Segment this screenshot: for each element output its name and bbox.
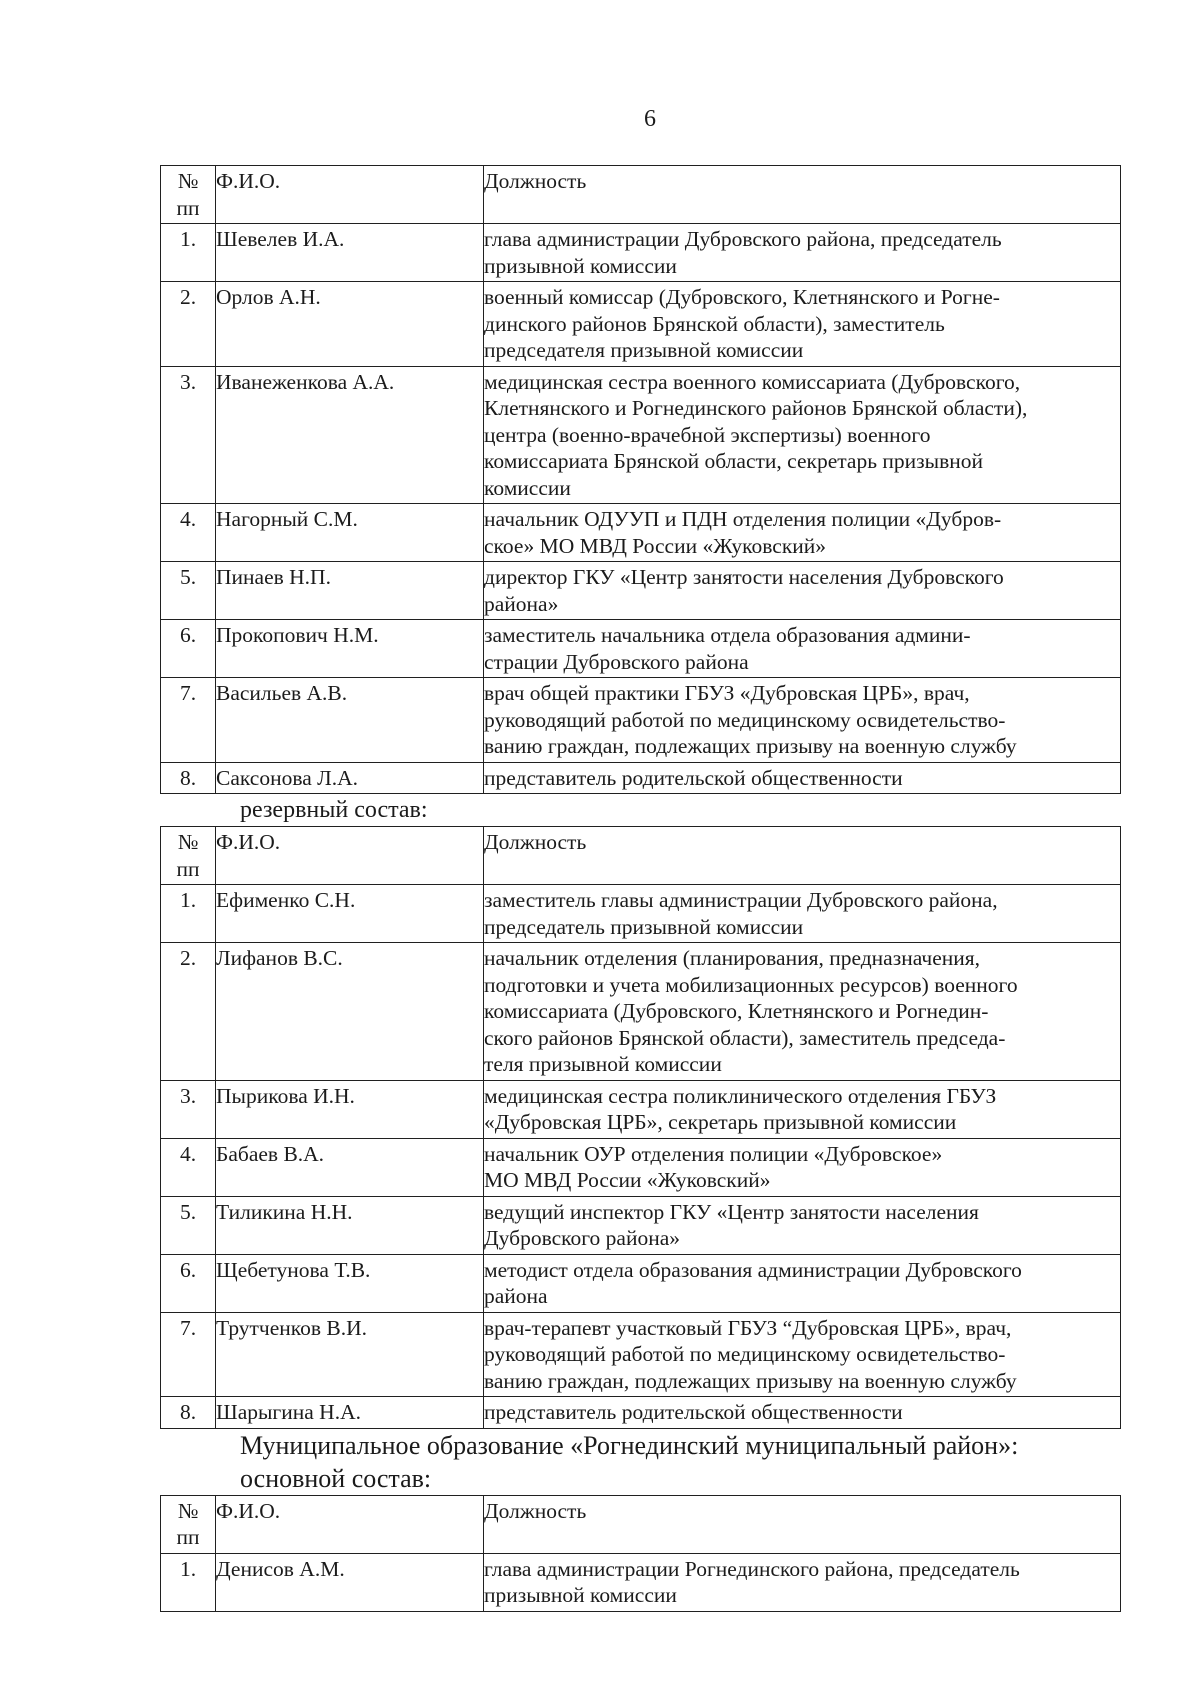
member-position: заместитель начальника отдела образования админи- страции Дубровского района	[484, 620, 1121, 678]
member-position: начальник ОДУУП и ПДН отделения полиции «Дубров- ское» МО МВД России «Жуковский»	[484, 504, 1121, 562]
member-name: Васильев А.В.	[216, 678, 484, 763]
member-position: методист отдела образования администрации Дубровского района	[484, 1254, 1121, 1312]
member-name: Тиликина Н.Н.	[216, 1196, 484, 1254]
main-section-label: основной состав:	[240, 1463, 432, 1493]
table-row	[161, 504, 1121, 562]
column-header-name: Ф.И.О.	[216, 827, 484, 885]
main-roster-table-rognedinsky	[160, 1495, 1121, 1612]
row-number: 1.	[161, 224, 216, 282]
table-header-row	[161, 827, 1121, 885]
table-row	[161, 282, 1121, 367]
main-roster-table-dubrovsky	[160, 165, 1121, 794]
member-name: Пырикова И.Н.	[216, 1080, 484, 1138]
row-number: 2.	[161, 282, 216, 367]
member-position: начальник отделения (планирования, предназначения, подготовки и учета мобилизационных ресурсов) военного комиссариата (Дубровского, Клетнянского и Рогнедин- ского районов Брянской области), заместитель председа- теля призывной комиссии	[484, 943, 1121, 1081]
member-name: Лифанов В.С.	[216, 943, 484, 1081]
member-position: директор ГКУ «Центр занятости населения Дубровского района»	[484, 562, 1121, 620]
row-number: 7.	[161, 678, 216, 763]
page-number: 6	[644, 106, 656, 132]
row-number: 5.	[161, 562, 216, 620]
row-number: 6.	[161, 620, 216, 678]
column-header-position: Должность	[484, 827, 1121, 885]
column-header-position: Должность	[484, 1495, 1121, 1553]
table-header-row	[161, 166, 1121, 224]
member-name: Нагорный С.М.	[216, 504, 484, 562]
member-position: медицинская сестра поликлинического отделения ГБУЗ «Дубровская ЦРБ», секретарь призывной комиссии	[484, 1080, 1121, 1138]
table-row	[161, 1397, 1121, 1429]
member-name: Орлов А.Н.	[216, 282, 484, 367]
member-name: Бабаев В.А.	[216, 1138, 484, 1196]
row-number: 4.	[161, 504, 216, 562]
table-row	[161, 224, 1121, 282]
member-name: Щебетунова Т.В.	[216, 1254, 484, 1312]
row-number: 4.	[161, 1138, 216, 1196]
row-number: 8.	[161, 1397, 216, 1429]
row-number: 3.	[161, 366, 216, 504]
member-position: врач-терапевт участковый ГБУЗ “Дубровская ЦРБ», врач, руководящий работой по медицинскому освидетельство- ванию граждан, подлежащих призыву на военную службу	[484, 1312, 1121, 1397]
column-header-number: № пп	[161, 1495, 216, 1553]
member-position: ведущий инспектор ГКУ «Центр занятости населения Дубровского района»	[484, 1196, 1121, 1254]
column-header-position: Должность	[484, 166, 1121, 224]
row-number: 1.	[161, 885, 216, 943]
row-number: 2.	[161, 943, 216, 1081]
table-row	[161, 1196, 1121, 1254]
member-name: Прокопович Н.М.	[216, 620, 484, 678]
row-number: 5.	[161, 1196, 216, 1254]
municipality-heading: Муниципальное образование «Рогнединский муниципальный район»:	[240, 1430, 1019, 1460]
member-name: Шевелев И.А.	[216, 224, 484, 282]
member-position: медицинская сестра военного комиссариата (Дубровского, Клетнянского и Рогнединского районов Брянской области), центра (военно-врачебной экспертизы) военного комиссариата Брянской области, секретарь призывной комиссии	[484, 366, 1121, 504]
member-position: глава администрации Дубровского района, председатель призывной комиссии	[484, 224, 1121, 282]
member-name: Шарыгина Н.А.	[216, 1397, 484, 1429]
table-row	[161, 885, 1121, 943]
reserve-section-label: резервный состав:	[240, 797, 428, 823]
table-row	[161, 620, 1121, 678]
member-position: представитель родительской общественности	[484, 762, 1121, 794]
row-number: 3.	[161, 1080, 216, 1138]
row-number: 1.	[161, 1553, 216, 1611]
member-position: заместитель главы администрации Дубровского района, председатель призывной комиссии	[484, 885, 1121, 943]
member-name: Пинаев Н.П.	[216, 562, 484, 620]
row-number: 8.	[161, 762, 216, 794]
member-name: Денисов А.М.	[216, 1553, 484, 1611]
column-header-name: Ф.И.О.	[216, 166, 484, 224]
column-header-number: № пп	[161, 166, 216, 224]
member-name: Ефименко С.Н.	[216, 885, 484, 943]
member-name: Трутченков В.И.	[216, 1312, 484, 1397]
member-name: Иванеженкова А.А.	[216, 366, 484, 504]
table-row	[161, 366, 1121, 504]
member-position: глава администрации Рогнединского района, председатель призывной комиссии	[484, 1553, 1121, 1611]
table-row	[161, 943, 1121, 1081]
table-row	[161, 1553, 1121, 1611]
member-position: представитель родительской общественности	[484, 1397, 1121, 1429]
table-header-row	[161, 1495, 1121, 1553]
member-position: военный комиссар (Дубровского, Клетнянского и Рогне- динского районов Брянской области), заместитель председателя призывной комиссии	[484, 282, 1121, 367]
table-row	[161, 762, 1121, 794]
column-header-number: № пп	[161, 827, 216, 885]
row-number: 6.	[161, 1254, 216, 1312]
member-name: Саксонова Л.А.	[216, 762, 484, 794]
table-row	[161, 678, 1121, 763]
row-number: 7.	[161, 1312, 216, 1397]
table-row	[161, 562, 1121, 620]
column-header-name: Ф.И.О.	[216, 1495, 484, 1553]
member-position: начальник ОУР отделения полиции «Дубровское» МО МВД России «Жуковский»	[484, 1138, 1121, 1196]
table-row	[161, 1138, 1121, 1196]
table-row	[161, 1312, 1121, 1397]
table-row	[161, 1080, 1121, 1138]
document-body	[160, 165, 1120, 1612]
table-row	[161, 1254, 1121, 1312]
member-position: врач общей практики ГБУЗ «Дубровская ЦРБ», врач, руководящий работой по медицинскому освидетельство- ванию граждан, подлежащих призыву на военную службу	[484, 678, 1121, 763]
reserve-roster-table-dubrovsky	[160, 826, 1121, 1429]
